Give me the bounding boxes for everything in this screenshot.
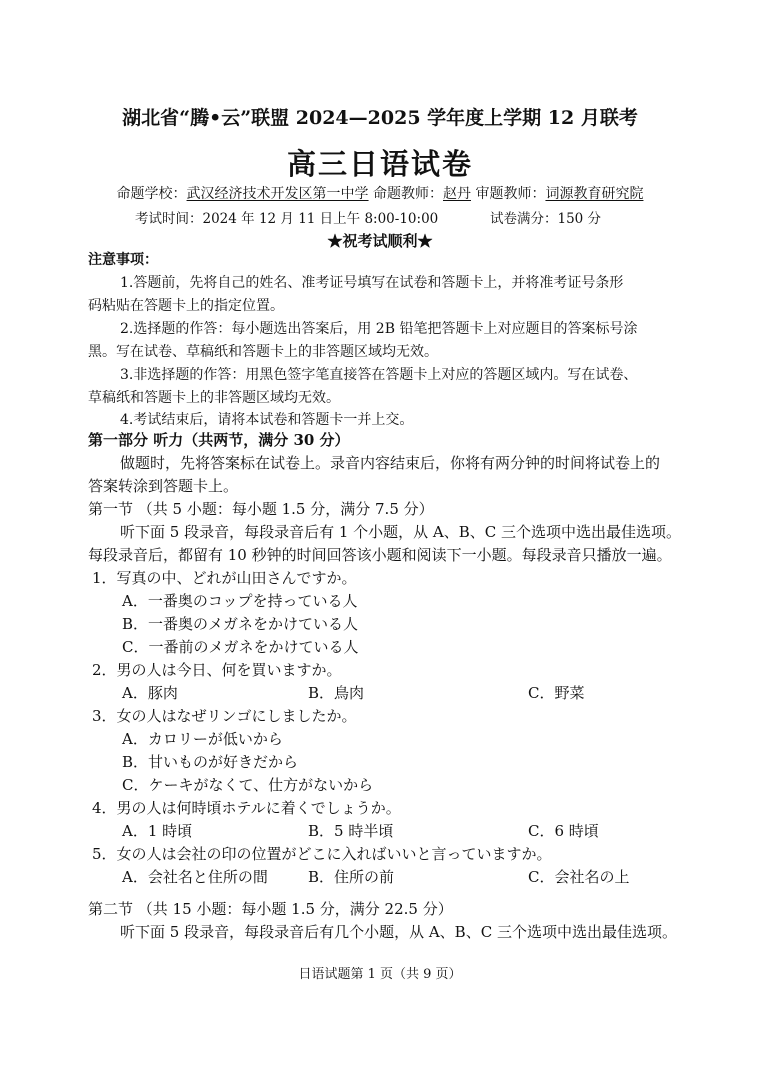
notice-heading: 注意事项： (88, 252, 158, 268)
notice-item-1-cont: 码粘贴在答题卡上的指定位置。 (88, 298, 284, 314)
teacher-label: 命题教师： (373, 186, 443, 202)
full-score: 试卷满分：150 分 (490, 211, 602, 227)
question-5-option-c: C．会社名の上 (528, 868, 630, 886)
question-3-stem: 3．女の人はなぜリンゴにしましたか。 (92, 707, 357, 725)
question-4-option-a: A．1 時頃 (122, 822, 193, 840)
section2-heading: 第二节 （共 15 小题：每小题 1.5 分，满分 22.5 分） (88, 900, 453, 918)
part1-intro-cont: 答案转涂到答题卡上。 (88, 477, 239, 495)
exam-subtitle: 高三日语试卷 (286, 147, 473, 181)
exam-title: 湖北省“腾•云”联盟 2024—2025 学年度上学期 12 月联考 (122, 107, 638, 129)
question-2-option-a: A．豚肉 (122, 684, 178, 702)
question-2-stem: 2．男の人は今日、何を買いますか。 (92, 661, 342, 679)
notice-item-3: 3.非选择题的作答：用黑色签字笔直接答在答题卡上对应的答题区域内。写在试卷、 (120, 367, 638, 383)
question-2-option-c: C．野菜 (528, 684, 585, 702)
page-footer: 日语试题第 1 页（共 9 页） (298, 967, 462, 982)
question-1-option-a: A．一番奥のコップを持っている人 (122, 592, 358, 610)
reviewer-label: 审题教师： (475, 186, 546, 202)
question-2-option-b: B．鳥肉 (308, 684, 365, 702)
question-5-option-b: B．住所の前 (308, 868, 395, 886)
question-1-option-c: C．一番前のメガネをかけている人 (122, 638, 359, 656)
question-1-stem: 1．写真の中、どれが山田さんですか。 (92, 569, 357, 587)
question-3-option-b: B．甘いものが好きだから (122, 753, 299, 771)
reviewer-name: 词源教育研究院 (545, 186, 644, 202)
question-1-option-b: B．一番奥のメガネをかけている人 (122, 615, 359, 633)
school-label: 命题学校： (116, 186, 187, 202)
question-4-stem: 4．男の人は何時頃ホテルに着くでしょうか。 (92, 799, 401, 817)
question-3-option-c: C．ケーキがなくて、仕方がないから (122, 776, 374, 794)
question-4-option-c: C．6 時頃 (528, 822, 599, 840)
notice-item-1: 1.答题前，先将自己的姓名、准考证号填写在试卷和答题卡上，并将准考证号条形 (120, 275, 624, 291)
question-3-option-a: A．カロリーが低いから (122, 730, 283, 748)
notice-item-4: 4.考试结束后，请将本试卷和答题卡一并上交。 (120, 412, 414, 428)
section1-intro-cont: 每段录音后，都留有 10 秒钟的时间回答该小题和阅读下一小题。每段录音只播放一遍。 (88, 546, 672, 564)
question-5-stem: 5．女の人は会社の印の位置がどこに入ればいいと言っていますか。 (92, 845, 552, 863)
exam-meta-time (135, 207, 602, 227)
exam-time: 考试时间：2024 年 12 月 11 日上午 8:00-10:00 (135, 211, 439, 227)
question-4-option-b: B．5 時半頃 (308, 822, 394, 840)
exam-meta-authors (0, 183, 760, 203)
section1-intro: 听下面 5 段录音，每段录音后有 1 个小题，从 A、B、C 三个选项中选出最佳选项。 (120, 523, 682, 541)
part1-intro: 做题时，先将答案标在试卷上。录音内容结束后，你将有两分钟的时间将试卷上的 (120, 454, 661, 472)
school-name: 武汉经济技术开发区第一中学 (186, 186, 369, 202)
section2-intro: 听下面 5 段录音，每段录音后有几个小题，从 A、B、C 三个选项中选出最佳选项。 (120, 923, 677, 941)
good-luck: ★祝考试顺利★ (327, 232, 433, 250)
section1-heading: 第一节 （共 5 小题：每小题 1.5 分，满分 7.5 分） (88, 500, 434, 518)
notice-item-2: 2.选择题的作答：每小题选出答案后，用 2B 铅笔把答题卡上对应题目的答案标号涂 (120, 321, 638, 337)
notice-item-2-cont: 黑。写在试卷、草稿纸和答题卡上的非答题区域均无效。 (88, 344, 438, 360)
notice-item-3-cont: 草稿纸和答题卡上的非答题区域均无效。 (88, 390, 340, 406)
question-5-option-a: A．会社名と住所の間 (122, 868, 268, 886)
part1-heading: 第一部分 听力（共两节，满分 30 分） (88, 431, 350, 449)
teacher-name: 赵丹 (443, 186, 471, 202)
